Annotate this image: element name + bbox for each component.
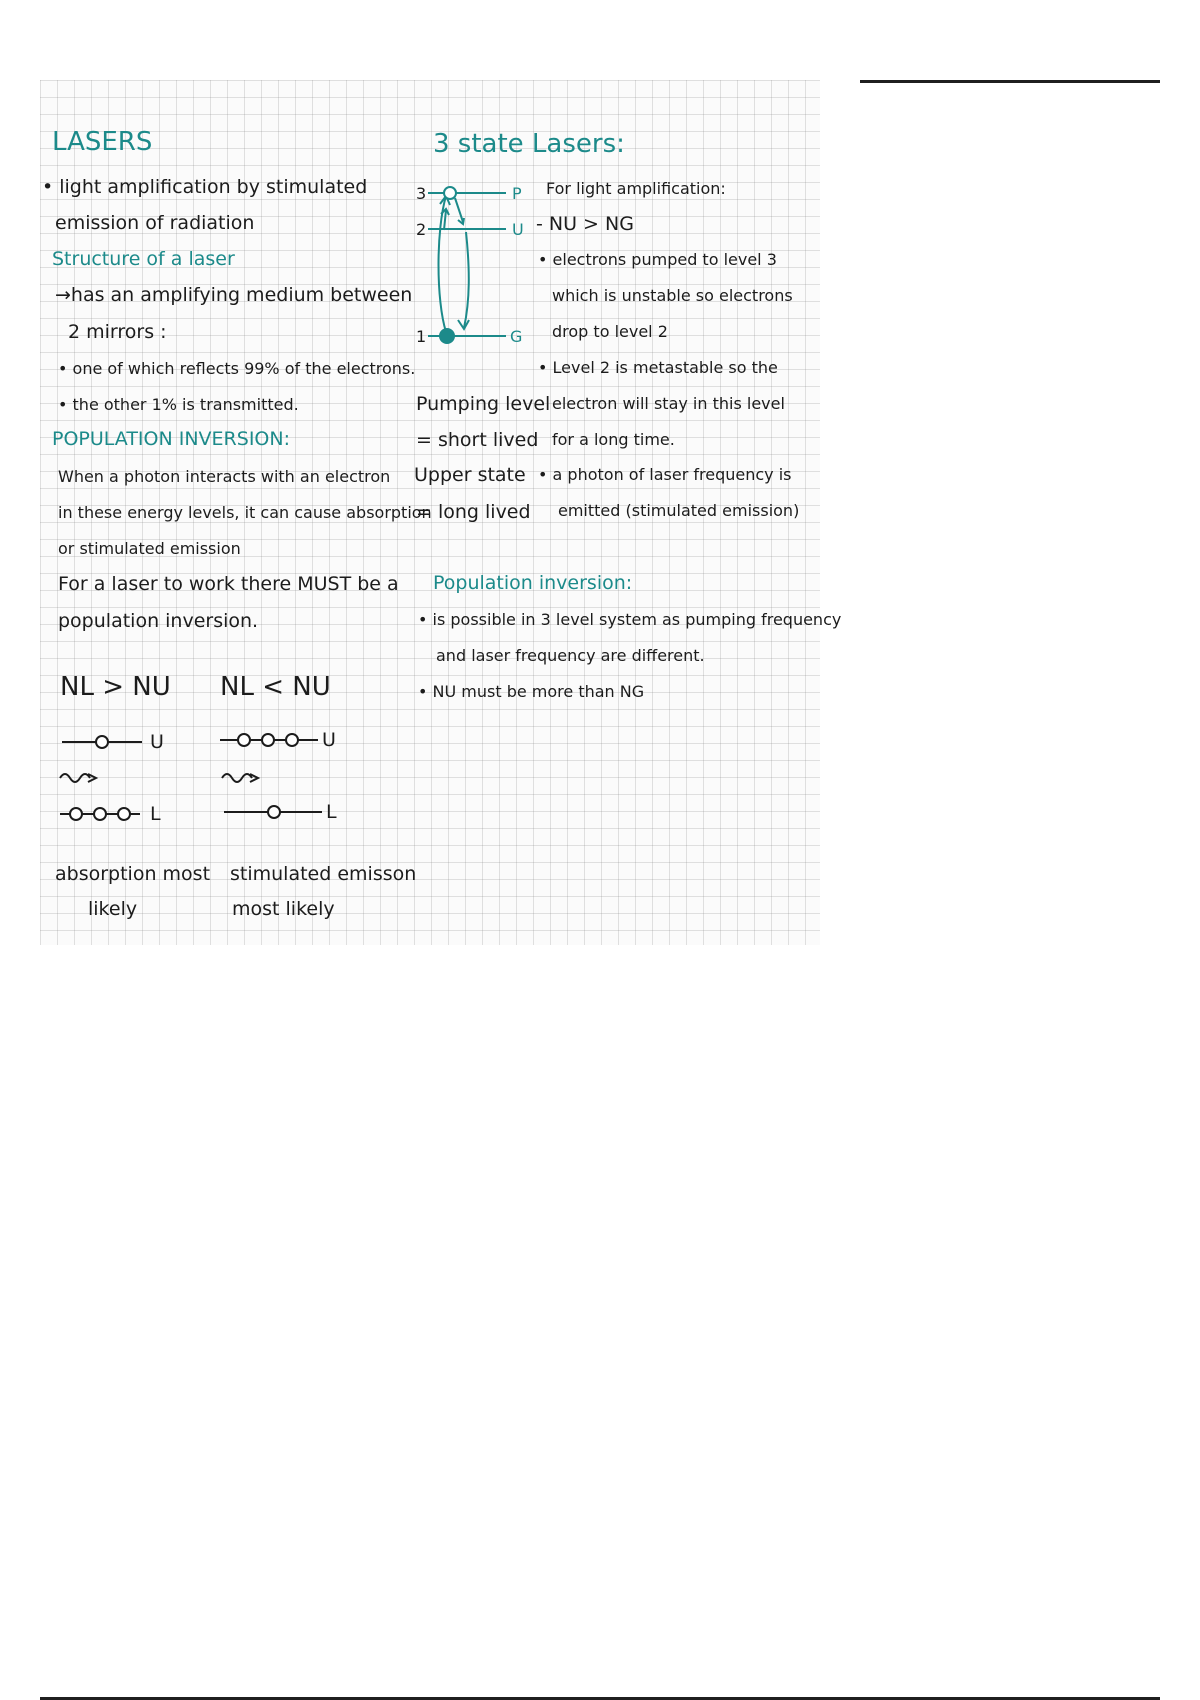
- diagram-1-upper-label: U: [150, 731, 164, 753]
- diagram-1-caption-2: likely: [88, 898, 138, 920]
- diagram-1-caption-1: absorption most: [55, 863, 211, 885]
- right-bullet-2-line-3: for a long time.: [552, 430, 675, 449]
- right-population-bullet-1-line-1: • is possible in 3 level system as pumping frequency: [418, 610, 842, 629]
- right-bullet-3-line-2: emitted (stimulated emission): [558, 501, 800, 520]
- amplification-heading: For light amplification:: [546, 179, 726, 198]
- population-line-4: For a laser to work there MUST be a: [58, 573, 399, 595]
- structure-line-1: →has an amplifying medium between: [55, 284, 413, 306]
- diagram-2-caption-2: most likely: [232, 898, 335, 920]
- population-line-2: in these energy levels, it can cause absorption: [58, 503, 432, 522]
- population-line-1: When a photon interacts with an electron: [58, 467, 391, 486]
- definition-line-2: emission of radiation: [55, 212, 255, 234]
- right-bullet-3-line-1: • a photon of laser frequency is: [538, 465, 792, 484]
- pumping-level-line-1: Pumping level: [416, 393, 551, 415]
- upper-state-line-2: = long lived: [416, 501, 531, 523]
- right-bullet-1-line-2: which is unstable so electrons: [552, 286, 793, 305]
- right-population-heading: Population inversion:: [433, 572, 633, 594]
- right-bullet-1-line-1: • electrons pumped to level 3: [538, 250, 777, 269]
- level-number-1: 1: [416, 327, 427, 346]
- level-label-g: G: [510, 327, 523, 346]
- structure-line-2: 2 mirrors :: [68, 321, 167, 343]
- structure-heading: Structure of a laser: [52, 248, 235, 270]
- diagram-2-lower-label: L: [326, 801, 337, 823]
- right-bullet-2-line-2: electron will stay in this level: [552, 394, 785, 413]
- diagram-1-condition: NL > NU: [60, 672, 171, 702]
- diagram-2-upper-label: U: [322, 729, 336, 751]
- level-label-p: P: [512, 184, 522, 203]
- level-number-2: 2: [416, 220, 427, 239]
- population-line-5: population inversion.: [58, 610, 259, 632]
- three-level-diagram: [0, 0, 540, 360]
- right-bullet-1-line-3: drop to level 2: [552, 322, 668, 341]
- level-number-3: 3: [416, 184, 427, 203]
- amplification-condition: - NU > NG: [536, 213, 634, 235]
- pumping-level-line-2: = short lived: [416, 429, 539, 451]
- right-bullet-2-line-1: • Level 2 is metastable so the: [538, 358, 778, 377]
- level-label-u: U: [512, 220, 524, 239]
- population-inversion-heading: POPULATION INVERSION:: [52, 428, 290, 450]
- population-line-3: or stimulated emission: [58, 539, 241, 558]
- mirror-bullet-1: • one of which reflects 99% of the electrons.: [58, 359, 416, 378]
- diagram-2-caption-1: stimulated emisson: [230, 863, 417, 885]
- upper-state-line-1: Upper state: [414, 464, 526, 486]
- diagram-1-lower-label: L: [150, 803, 161, 825]
- diagram-2-condition: NL < NU: [220, 672, 331, 702]
- header-rule: [860, 80, 1160, 83]
- mirror-bullet-2: • the other 1% is transmitted.: [58, 395, 299, 414]
- definition-line-1: • light amplification by stimulated: [42, 176, 368, 198]
- title-3-state-lasers: 3 state Lasers:: [433, 129, 625, 159]
- right-population-bullet-2: • NU must be more than NG: [418, 682, 645, 701]
- right-population-bullet-1-line-2: and laser frequency are different.: [436, 646, 705, 665]
- title-lasers: LASERS: [52, 127, 153, 157]
